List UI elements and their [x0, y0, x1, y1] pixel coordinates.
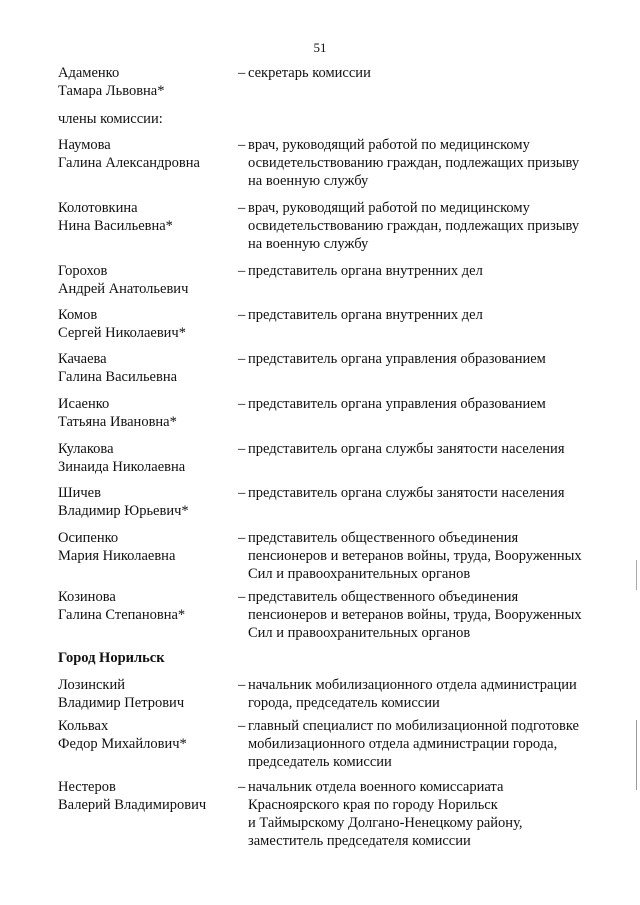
member-name: Качаева Галина Васильевна: [58, 351, 178, 385]
member-role: – представитель органа службы занятости населения: [238, 485, 565, 501]
member-role: – врач, руководящий работой по медицинскому освидетельствованию граждан, подлежащих призыву на военную службу: [238, 136, 598, 190]
role-continuation: пенсионеров и ветеранов войны, труда, Вооруженных Сил и правоохранительных органов: [248, 607, 582, 641]
member-role: – начальник отдела военного комиссариата Красноярского края по городу Норильск и Таймырскому Долгано-Ненецкому району, заместитель председателя комиссии: [238, 778, 598, 850]
role-text: начальник мобилизационного отдела администрации: [248, 677, 577, 693]
member-name: Горохов Андрей Анатольевич: [58, 263, 189, 297]
member-name: Адаменко Тамара Львовна*: [58, 65, 165, 99]
member-name: Лозинский Владимир Петрович: [58, 677, 185, 711]
member-name: Колотовкина Нина Васильевна*: [58, 200, 173, 234]
role-text: представитель органа управления образованием: [248, 396, 546, 412]
role-text: представитель общественного объединения: [248, 530, 519, 546]
member-role: – представитель органа управления образованием: [238, 351, 546, 367]
member-name: Шичев Владимир Юрьевич*: [58, 485, 189, 519]
member-role: – представитель органа внутренних дел: [238, 263, 483, 279]
member-role: – врач, руководящий работой по медицинскому освидетельствованию граждан, подлежащих призыву на военную службу: [238, 199, 598, 253]
role-text: представитель органа службы занятости населения: [248, 485, 565, 501]
member-name: Кулакова Зинаида Николаевна: [58, 441, 186, 475]
role-text: представитель общественного объединения: [248, 589, 519, 605]
member-name: Кольвах Федор Михайлович*: [58, 718, 187, 752]
member-name: Комов Сергей Николаевич*: [58, 307, 186, 341]
role-text: представитель органа внутренних дел: [248, 307, 483, 323]
scan-edge-mark: [636, 720, 637, 790]
member-name: Исаенко Татьяна Ивановна*: [58, 396, 177, 430]
role-text: врач, руководящий работой по медицинскому: [248, 200, 530, 216]
role-continuation: пенсионеров и ветеранов войны, труда, Вооруженных Сил и правоохранительных органов: [248, 548, 582, 582]
member-role: – секретарь комиссии: [238, 65, 371, 81]
role-text: врач, руководящий работой по медицинскому: [248, 137, 530, 153]
scan-edge-mark: [636, 560, 637, 590]
member-name: Нестеров Валерий Владимирович: [58, 779, 207, 813]
role-continuation: мобилизационного отдела администрации города, председатель комиссии: [248, 736, 558, 770]
members-label: члены комиссии:: [58, 111, 163, 127]
role-continuation: Красноярского края по городу Норильск и Таймырскому Долгано-Ненецкому району, заместитель председателя комиссии: [248, 797, 523, 849]
member-role: – представитель органа службы занятости населения: [238, 441, 565, 457]
role-text: представитель органа управления образованием: [248, 351, 546, 367]
member-role: – представитель органа внутренних дел: [238, 307, 483, 323]
role-text: секретарь комиссии: [248, 65, 371, 81]
member-role: – начальник мобилизационного отдела администрации города, председатель комиссии: [238, 676, 598, 712]
role-text: главный специалист по мобилизационной подготовке: [248, 718, 579, 734]
role-text: начальник отдела военного комиссариата: [248, 779, 504, 795]
member-name: Осипенко Мария Николаевна: [58, 530, 176, 564]
role-continuation: города, председатель комиссии: [248, 695, 440, 711]
city-heading: Город Норильск: [58, 650, 165, 666]
member-role: – представитель органа управления образованием: [238, 396, 546, 412]
member-name: Наумова Галина Александровна: [58, 137, 200, 171]
member-role: – представитель общественного объединения пенсионеров и ветеранов войны, труда, Вооруженных Сил и правоохранительных органов: [238, 588, 598, 642]
role-continuation: освидетельствованию граждан, подлежащих призыву на военную службу: [248, 155, 580, 189]
member-role: – представитель общественного объединения пенсионеров и ветеранов войны, труда, Вооруженных Сил и правоохранительных органов: [238, 529, 598, 583]
role-text: представитель органа внутренних дел: [248, 263, 483, 279]
role-text: представитель органа службы занятости населения: [248, 441, 565, 457]
member-name: Козинова Галина Степановна*: [58, 589, 186, 623]
page-number: 51: [313, 40, 327, 55]
member-role: – главный специалист по мобилизационной подготовке мобилизационного отдела администрации города, председатель комиссии: [238, 717, 598, 771]
role-continuation: освидетельствованию граждан, подлежащих призыву на военную службу: [248, 218, 580, 252]
